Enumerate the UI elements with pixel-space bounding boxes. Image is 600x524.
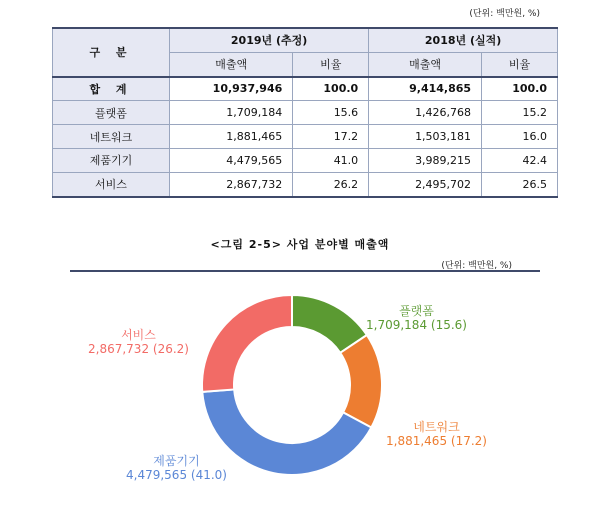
- cell-ratio-2018: 100.0: [482, 77, 558, 101]
- table-row-network: [53, 125, 558, 149]
- label-devices-value: 4,479,565 (41.0): [126, 468, 227, 482]
- cell-ratio-2019: 17.2: [293, 125, 369, 149]
- row-label: 제품기기: [53, 148, 170, 172]
- cell-ratio-2018: 42.4: [482, 148, 558, 172]
- cell-revenue-2019: 1,709,184: [170, 101, 293, 125]
- revenue-table: [52, 27, 558, 198]
- row-label: 합 계: [53, 77, 170, 101]
- cell-ratio-2019: 41.0: [293, 148, 369, 172]
- row-label: 서비스: [53, 172, 170, 196]
- row-label: 플랫폼: [53, 101, 170, 125]
- header-revenue-2018: 매출액: [369, 52, 482, 76]
- cell-ratio-2019: 15.6: [293, 101, 369, 125]
- slice-devices: [202, 389, 371, 475]
- label-platform-value: 1,709,184 (15.6): [366, 318, 467, 332]
- table-row-devices: [53, 148, 558, 172]
- label-platform: [366, 304, 467, 332]
- label-services-name: 서비스: [121, 328, 156, 342]
- cell-revenue-2018: 1,503,181: [369, 125, 482, 149]
- table-row-platform: [53, 101, 558, 125]
- donut-chart: [70, 272, 540, 524]
- label-devices: [126, 454, 227, 482]
- cell-revenue-2019: 1,881,465: [170, 125, 293, 149]
- chart-unit-label: (단위: 백만원, %): [441, 261, 512, 271]
- label-services-value: 2,867,732 (26.2): [88, 342, 189, 356]
- cell-revenue-2018: 1,426,768: [369, 101, 482, 125]
- label-network-value: 1,881,465 (17.2): [386, 434, 487, 448]
- label-network: [386, 420, 487, 448]
- cell-revenue-2019: 10,937,946: [170, 77, 293, 101]
- label-network-name: 네트워크: [413, 420, 460, 434]
- cell-revenue-2018: 9,414,865: [369, 77, 482, 101]
- label-devices-name: 제품기기: [153, 454, 200, 468]
- header-ratio-2019: 비율: [293, 52, 369, 76]
- slice-services: [202, 295, 292, 392]
- row-label: 네트워크: [53, 125, 170, 149]
- table-row-total: [53, 77, 558, 101]
- cell-revenue-2019: 2,867,732: [170, 172, 293, 196]
- cell-ratio-2018: 16.0: [482, 125, 558, 149]
- cell-revenue-2018: 3,989,215: [369, 148, 482, 172]
- table-unit-label: (단위: 백만원, %): [469, 9, 540, 19]
- cell-ratio-2018: 26.5: [482, 172, 558, 196]
- label-platform-name: 플랫폼: [399, 304, 434, 318]
- cell-revenue-2018: 2,495,702: [369, 172, 482, 196]
- cell-ratio-2018: 15.2: [482, 101, 558, 125]
- cell-ratio-2019: 26.2: [293, 172, 369, 196]
- cell-revenue-2019: 4,479,565: [170, 148, 293, 172]
- cell-ratio-2019: 100.0: [293, 77, 369, 101]
- label-services: [88, 328, 189, 356]
- chart-title: <그림 2-5> 사업 분야별 매출액: [210, 238, 390, 251]
- header-revenue-2019: 매출액: [170, 52, 293, 76]
- header-category: 구 분: [53, 28, 170, 77]
- table-row-services: [53, 172, 558, 196]
- header-year-2019: 2019년 (추정): [170, 28, 369, 52]
- chart-frame: [70, 270, 540, 524]
- header-year-2018: 2018년 (실적): [369, 28, 558, 52]
- header-ratio-2018: 비율: [482, 52, 558, 76]
